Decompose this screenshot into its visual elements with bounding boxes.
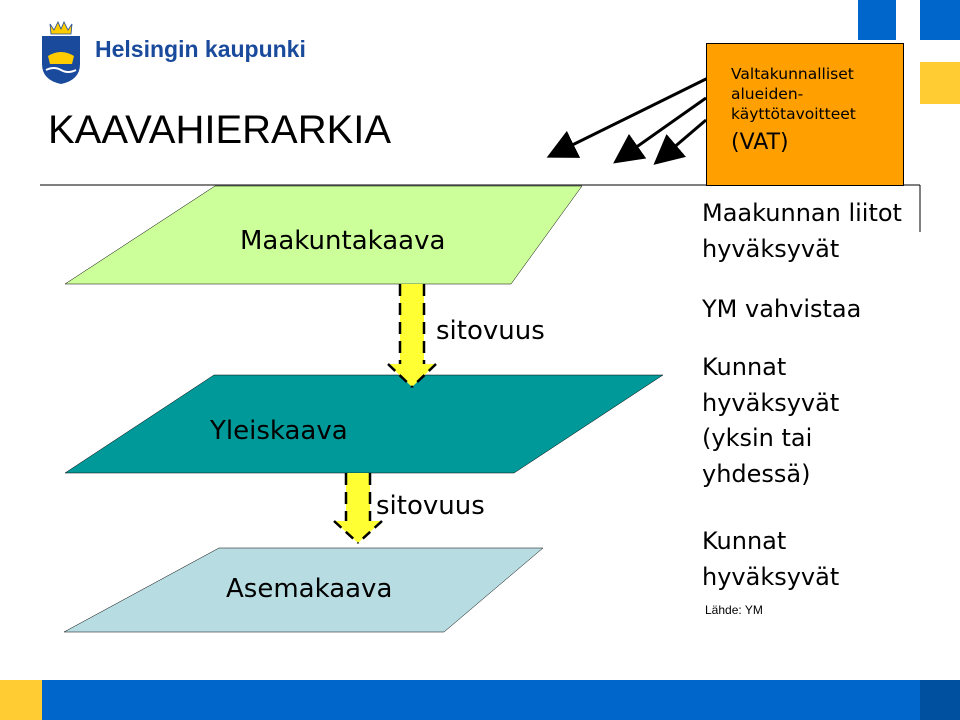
org-name: Helsingin kaupunki [95, 36, 306, 62]
binding-arrow-2 [334, 473, 382, 543]
approval-asema [702, 524, 839, 595]
layer-label-maakuntakaava: Maakuntakaava [240, 226, 446, 256]
arrow-label-1: sitovuus [436, 316, 545, 346]
approval-yleis-line-4: yhdessä) [702, 459, 811, 488]
approval-ym [702, 292, 861, 328]
approval-yleis-line-2: hyväksyvät [702, 388, 840, 417]
binding-arrow-1 [388, 284, 436, 387]
approval-maakunta [702, 196, 902, 267]
layer-label-asemakaava: Asemakaava [226, 574, 393, 604]
approval-yleis-line-3: (yksin tai [702, 424, 813, 453]
approval-asema-line-1: Kunnat [702, 527, 787, 555]
approval-ym-line-1: YM vahvistaa [702, 295, 862, 323]
approval-maakunta-line-1: Maakunnan liitot [702, 199, 902, 227]
vat-line-2: alueiden- [731, 85, 804, 104]
approval-yleis [702, 350, 839, 492]
approval-asema-line-2: hyväksyvät [702, 562, 840, 591]
page-title: KAAVAHIERARKIA [48, 108, 392, 152]
plane-yleiskaava [65, 375, 663, 473]
arrow-label-2: sitovuus [376, 491, 485, 521]
vat-line-1: Valtakunnalliset [731, 65, 854, 83]
vat-line-3: käyttötavoitteet [731, 105, 856, 124]
approval-maakunta-line-2: hyväksyvät [702, 234, 840, 263]
source-note: Lähde: YM [705, 603, 763, 617]
vat-box [706, 43, 904, 186]
approval-yleis-line-1: Kunnat [702, 353, 787, 381]
vat-abbr: (VAT) [731, 130, 789, 156]
layer-label-yleiskaava: Yleiskaava [210, 416, 348, 446]
vat-text [731, 64, 903, 124]
